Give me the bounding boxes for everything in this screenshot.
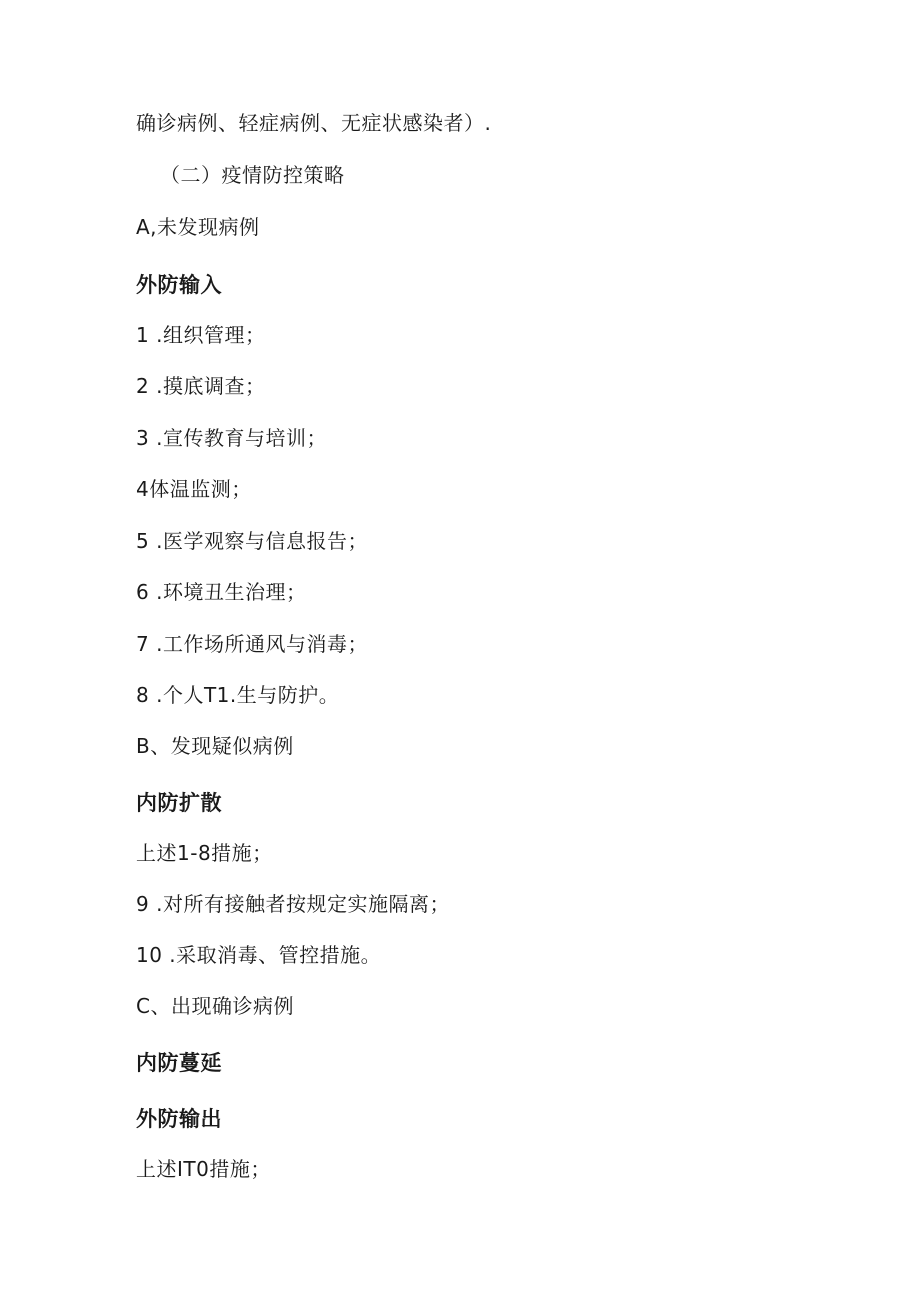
list-item-4: 4体温监测； [136, 477, 252, 501]
text-measures-1-10: 上述IT0措施； [136, 1157, 271, 1181]
heading-prevent-export: 外防输出 [136, 1107, 222, 1131]
list-item-5: 5 .医学观察与信息报告； [136, 529, 368, 553]
subheading-no-cases-found: A,未发现病例 [136, 215, 260, 239]
text-measures-1-8: 上述1-8措施； [136, 841, 273, 865]
heading-prevent-spread: 内防扩散 [136, 791, 222, 815]
list-item-2: 2 .摸底调查； [136, 374, 266, 398]
subheading-confirmed-case: C、出现确诊病例 [136, 994, 294, 1018]
heading-prevent-internal-spread: 内防蔓延 [136, 1051, 222, 1075]
list-item-9: 9 .对所有接触者按规定实施隔离； [136, 892, 450, 916]
subheading-suspected-case: B、发现疑似病例 [136, 734, 294, 758]
list-item-3: 3 .宣传教育与培训； [136, 426, 327, 450]
text-line-case-types: 确诊病例、轻症病例、无症状感染者）. [136, 111, 492, 135]
list-item-1: 1 .组织管理； [136, 323, 266, 347]
list-item-7: 7 .工作场所通风与消毒； [136, 632, 368, 656]
section-heading-prevention-strategy: （二）疫情防控策略 [160, 163, 345, 187]
heading-prevent-import: 外防输入 [136, 273, 222, 297]
list-item-8: 8 .个人T1.生与防护。 [136, 683, 340, 707]
list-item-6: 6 .环境丑生治理； [136, 580, 307, 604]
list-item-10: 10 .采取消毒、管控措施。 [136, 943, 382, 967]
